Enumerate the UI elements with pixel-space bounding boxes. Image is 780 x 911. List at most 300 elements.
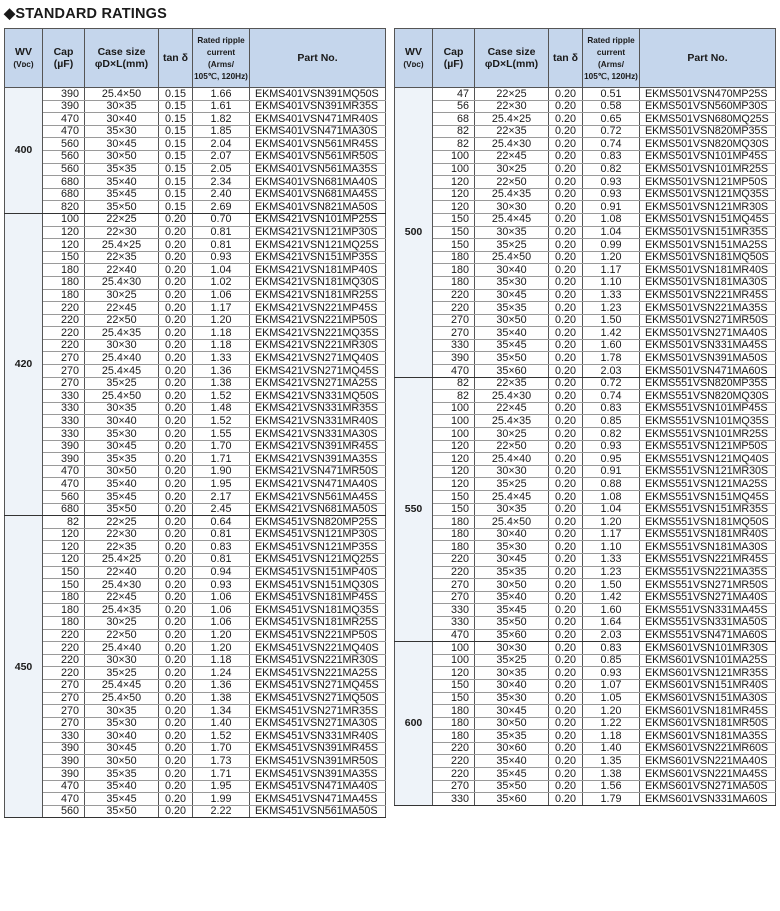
part-no-cell: EKMS421VSN331MR40S bbox=[250, 415, 386, 428]
table-row bbox=[5, 692, 386, 705]
case-size-cell: 35×35 bbox=[475, 302, 549, 315]
ripple-current-cell: 1.99 bbox=[193, 793, 250, 806]
case-size-cell: 35×30 bbox=[85, 428, 159, 441]
table-row bbox=[5, 365, 386, 378]
cap-cell: 270 bbox=[43, 692, 85, 705]
cap-cell: 220 bbox=[433, 553, 475, 566]
case-size-cell: 30×35 bbox=[85, 402, 159, 415]
case-size-cell: 30×25 bbox=[85, 289, 159, 302]
part-no-cell: EKMS551VSN151MQ45S bbox=[640, 491, 776, 504]
tan-delta-cell: 0.20 bbox=[159, 679, 193, 692]
table-row bbox=[395, 780, 776, 793]
part-no-cell: EKMS501VSN271MR50S bbox=[640, 314, 776, 327]
table-row bbox=[5, 553, 386, 566]
case-size-cell: 35×45 bbox=[475, 604, 549, 617]
cap-cell: 470 bbox=[43, 780, 85, 793]
case-size-cell: 35×40 bbox=[475, 327, 549, 340]
ripple-current-cell: 1.52 bbox=[193, 415, 250, 428]
case-size-cell: 22×30 bbox=[85, 528, 159, 541]
tan-delta-cell: 0.20 bbox=[549, 302, 583, 315]
tan-delta-cell: 0.20 bbox=[549, 239, 583, 252]
case-size-cell: 35×45 bbox=[85, 793, 159, 806]
case-size-cell: 30×25 bbox=[475, 428, 549, 441]
ripple-current-cell: 1.60 bbox=[583, 604, 640, 617]
tan-delta-cell: 0.20 bbox=[159, 528, 193, 541]
cap-cell: 150 bbox=[433, 503, 475, 516]
part-no-cell: EKMS501VSN221MR45S bbox=[640, 289, 776, 302]
part-no-cell: EKMS601VSN331MA60S bbox=[640, 793, 776, 806]
tan-delta-cell: 0.20 bbox=[159, 453, 193, 466]
tan-delta-cell: 0.20 bbox=[159, 805, 193, 818]
table-row bbox=[395, 642, 776, 655]
table-row bbox=[395, 352, 776, 365]
cap-cell: 180 bbox=[433, 541, 475, 554]
case-size-cell: 35×45 bbox=[475, 339, 549, 352]
cap-cell: 270 bbox=[433, 780, 475, 793]
cap-cell: 100 bbox=[433, 415, 475, 428]
table-row bbox=[395, 566, 776, 579]
table-row bbox=[395, 138, 776, 151]
ripple-current-cell: 0.82 bbox=[583, 163, 640, 176]
part-no-cell: EKMS551VSN820MP35S bbox=[640, 377, 776, 390]
part-no-cell: EKMS601VSN271MA50S bbox=[640, 780, 776, 793]
tan-delta-cell: 0.20 bbox=[549, 616, 583, 629]
cap-cell: 100 bbox=[433, 402, 475, 415]
part-no-cell: EKMS421VSN331MA30S bbox=[250, 428, 386, 441]
ripple-current-cell: 1.06 bbox=[193, 591, 250, 604]
table-row bbox=[395, 755, 776, 768]
ripple-current-cell: 1.42 bbox=[583, 591, 640, 604]
ripple-current-cell: 0.81 bbox=[193, 528, 250, 541]
part-no-cell: EKMS501VSN121MQ35S bbox=[640, 188, 776, 201]
part-no-cell: EKMS421VSN151MP35S bbox=[250, 251, 386, 264]
tan-delta-cell: 0.20 bbox=[549, 314, 583, 327]
part-no-cell: EKMS501VSN820MP35S bbox=[640, 125, 776, 138]
case-size-cell: 30×50 bbox=[475, 579, 549, 592]
cap-cell: 150 bbox=[433, 239, 475, 252]
table-row bbox=[395, 604, 776, 617]
part-no-cell: EKMS501VSN151MR35S bbox=[640, 226, 776, 239]
cap-cell: 180 bbox=[433, 528, 475, 541]
part-no-cell: EKMS501VSN471MA60S bbox=[640, 365, 776, 378]
tan-delta-cell: 0.20 bbox=[159, 251, 193, 264]
part-no-cell: EKMS401VSN561MA35S bbox=[250, 163, 386, 176]
table-row bbox=[5, 667, 386, 680]
table-row bbox=[395, 213, 776, 226]
cap-cell: 330 bbox=[43, 402, 85, 415]
tan-delta-cell: 0.20 bbox=[159, 730, 193, 743]
case-size-cell: 25.4×45 bbox=[475, 213, 549, 226]
table-row bbox=[395, 163, 776, 176]
part-no-cell: EKMS551VSN181MA30S bbox=[640, 541, 776, 554]
tan-delta-cell: 0.20 bbox=[549, 352, 583, 365]
table-row bbox=[5, 176, 386, 189]
tan-delta-cell: 0.20 bbox=[549, 491, 583, 504]
tan-delta-cell: 0.20 bbox=[159, 465, 193, 478]
table-row bbox=[395, 516, 776, 529]
case-size-cell: 35×50 bbox=[475, 616, 549, 629]
case-size-cell: 35×45 bbox=[85, 188, 159, 201]
tan-delta-cell: 0.20 bbox=[159, 516, 193, 529]
part-no-cell: EKMS421VSN681MA50S bbox=[250, 503, 386, 516]
tan-delta-cell: 0.20 bbox=[159, 604, 193, 617]
case-size-cell: 22×45 bbox=[475, 150, 549, 163]
cap-cell: 82 bbox=[433, 390, 475, 403]
tan-delta-cell: 0.20 bbox=[159, 289, 193, 302]
cap-cell: 180 bbox=[433, 730, 475, 743]
ripple-current-cell: 0.93 bbox=[193, 579, 250, 592]
tan-delta-cell: 0.20 bbox=[549, 213, 583, 226]
ratings-table-left bbox=[4, 28, 386, 818]
cap-cell: 180 bbox=[433, 251, 475, 264]
cap-cell: 100 bbox=[433, 428, 475, 441]
ripple-current-cell: 2.17 bbox=[193, 491, 250, 504]
case-size-cell: 25.4×35 bbox=[475, 188, 549, 201]
cap-cell: 180 bbox=[43, 276, 85, 289]
tan-delta-cell: 0.20 bbox=[159, 478, 193, 491]
table-row bbox=[395, 541, 776, 554]
case-size-cell: 35×35 bbox=[85, 768, 159, 781]
table-row bbox=[5, 314, 386, 327]
part-no-cell: EKMS421VSN181MQ30S bbox=[250, 276, 386, 289]
part-no-cell: EKMS551VSN221MA35S bbox=[640, 566, 776, 579]
tan-delta-cell: 0.20 bbox=[549, 516, 583, 529]
cap-cell: 220 bbox=[433, 289, 475, 302]
case-size-cell: 35×30 bbox=[475, 692, 549, 705]
ripple-current-cell: 0.83 bbox=[583, 642, 640, 655]
tan-delta-cell: 0.20 bbox=[159, 642, 193, 655]
part-no-cell: EKMS401VSN471MR40S bbox=[250, 113, 386, 126]
ripple-current-cell: 1.78 bbox=[583, 352, 640, 365]
part-no-cell: EKMS551VSN181MR40S bbox=[640, 528, 776, 541]
ripple-current-cell: 1.85 bbox=[193, 125, 250, 138]
case-size-cell: 35×35 bbox=[85, 163, 159, 176]
ripple-current-cell: 0.88 bbox=[583, 478, 640, 491]
cap-cell: 270 bbox=[43, 705, 85, 718]
case-size-cell: 22×50 bbox=[85, 314, 159, 327]
table-row bbox=[395, 251, 776, 264]
ripple-current-cell: 0.65 bbox=[583, 113, 640, 126]
part-no-cell: EKMS451VSN391MR45S bbox=[250, 742, 386, 755]
part-no-cell: EKMS421VSN181MR25S bbox=[250, 289, 386, 302]
case-size-cell: 25.4×35 bbox=[85, 327, 159, 340]
case-size-cell: 25.4×45 bbox=[85, 365, 159, 378]
tan-delta-cell: 0.20 bbox=[159, 226, 193, 239]
case-size-cell: 35×50 bbox=[475, 780, 549, 793]
part-no-cell: EKMS401VSN561MR50S bbox=[250, 150, 386, 163]
tan-delta-cell: 0.20 bbox=[159, 755, 193, 768]
tan-delta-cell: 0.20 bbox=[549, 730, 583, 743]
ripple-current-cell: 0.70 bbox=[193, 213, 250, 226]
table-header-row bbox=[5, 29, 386, 88]
table-row bbox=[395, 239, 776, 252]
tan-delta-cell: 0.20 bbox=[159, 667, 193, 680]
cap-cell: 180 bbox=[43, 264, 85, 277]
part-no-cell: EKMS451VSN391MR50S bbox=[250, 755, 386, 768]
ripple-current-cell: 1.04 bbox=[193, 264, 250, 277]
ripple-current-cell: 1.52 bbox=[193, 730, 250, 743]
part-no-cell: EKMS451VSN271MR35S bbox=[250, 705, 386, 718]
cap-cell: 120 bbox=[433, 465, 475, 478]
cap-cell: 270 bbox=[433, 327, 475, 340]
cap-cell: 100 bbox=[43, 213, 85, 226]
table-row bbox=[5, 654, 386, 667]
tan-delta-cell: 0.20 bbox=[159, 717, 193, 730]
table-row bbox=[395, 742, 776, 755]
part-no-cell: EKMS551VSN121MP50S bbox=[640, 440, 776, 453]
case-size-cell: 25.4×35 bbox=[85, 604, 159, 617]
table-row bbox=[395, 591, 776, 604]
ripple-current-cell: 1.36 bbox=[193, 365, 250, 378]
ripple-current-cell: 1.61 bbox=[193, 100, 250, 113]
tan-delta-cell: 0.20 bbox=[159, 264, 193, 277]
part-no-cell: EKMS501VSN151MQ45S bbox=[640, 213, 776, 226]
case-size-cell: 30×35 bbox=[85, 705, 159, 718]
ripple-current-cell: 0.64 bbox=[193, 516, 250, 529]
part-no-cell: EKMS601VSN121MR35S bbox=[640, 667, 776, 680]
table-row bbox=[395, 453, 776, 466]
part-no-cell: EKMS421VSN181MP40S bbox=[250, 264, 386, 277]
part-no-cell: EKMS451VSN181MP45S bbox=[250, 591, 386, 604]
part-no-cell: EKMS421VSN271MQ40S bbox=[250, 352, 386, 365]
part-no-cell: EKMS501VSN181MA30S bbox=[640, 276, 776, 289]
part-no-cell: EKMS501VSN121MR30S bbox=[640, 201, 776, 214]
part-no-cell: EKMS551VSN151MR35S bbox=[640, 503, 776, 516]
ripple-current-cell: 1.04 bbox=[583, 503, 640, 516]
case-size-cell: 35×25 bbox=[475, 239, 549, 252]
case-size-cell: 35×30 bbox=[475, 541, 549, 554]
case-size-cell: 22×40 bbox=[85, 566, 159, 579]
cap-cell: 220 bbox=[433, 768, 475, 781]
ripple-current-cell: 1.18 bbox=[193, 654, 250, 667]
table-row bbox=[395, 440, 776, 453]
tan-delta-cell: 0.15 bbox=[159, 125, 193, 138]
table-row bbox=[5, 755, 386, 768]
ripple-current-cell: 1.50 bbox=[583, 579, 640, 592]
ripple-current-cell: 1.38 bbox=[193, 377, 250, 390]
tan-delta-cell: 0.20 bbox=[549, 188, 583, 201]
part-no-cell: EKMS601VSN181MA35S bbox=[640, 730, 776, 743]
case-size-cell: 35×45 bbox=[475, 768, 549, 781]
tan-delta-cell: 0.20 bbox=[159, 705, 193, 718]
ripple-current-cell: 1.04 bbox=[583, 226, 640, 239]
cap-cell: 150 bbox=[43, 566, 85, 579]
cap-cell: 680 bbox=[43, 176, 85, 189]
tan-delta-cell: 0.20 bbox=[159, 566, 193, 579]
tan-delta-cell: 0.15 bbox=[159, 150, 193, 163]
part-no-cell: EKMS451VSN221MP50S bbox=[250, 629, 386, 642]
case-size-cell: 35×50 bbox=[85, 503, 159, 516]
tan-delta-cell: 0.20 bbox=[549, 553, 583, 566]
table-row bbox=[5, 604, 386, 617]
tan-delta-cell: 0.20 bbox=[549, 226, 583, 239]
table-row bbox=[395, 88, 776, 101]
cap-cell: 270 bbox=[43, 679, 85, 692]
table-row bbox=[5, 264, 386, 277]
table-row bbox=[395, 302, 776, 315]
table-row bbox=[5, 150, 386, 163]
part-no-cell: EKMS421VSN471MA40S bbox=[250, 478, 386, 491]
tan-delta-cell: 0.20 bbox=[549, 138, 583, 151]
table-row bbox=[5, 730, 386, 743]
case-size-cell: 30×35 bbox=[475, 667, 549, 680]
cap-cell: 150 bbox=[433, 491, 475, 504]
cap-cell: 330 bbox=[433, 616, 475, 629]
tan-delta-cell: 0.20 bbox=[549, 642, 583, 655]
header-wv: WV (Vᴅᴄ) bbox=[5, 29, 43, 88]
table-row bbox=[395, 793, 776, 806]
cap-cell: 390 bbox=[43, 440, 85, 453]
part-no-cell: EKMS551VSN121MA25S bbox=[640, 478, 776, 491]
part-no-cell: EKMS551VSN271MR50S bbox=[640, 579, 776, 592]
case-size-cell: 35×35 bbox=[475, 566, 549, 579]
table-row bbox=[395, 415, 776, 428]
table-row bbox=[5, 453, 386, 466]
ripple-current-cell: 1.33 bbox=[583, 553, 640, 566]
table-row bbox=[395, 553, 776, 566]
ripple-current-cell: 0.85 bbox=[583, 654, 640, 667]
cap-cell: 100 bbox=[433, 654, 475, 667]
ripple-current-cell: 1.34 bbox=[193, 705, 250, 718]
table-row bbox=[395, 289, 776, 302]
cap-cell: 56 bbox=[433, 100, 475, 113]
cap-cell: 220 bbox=[43, 327, 85, 340]
case-size-cell: 25.4×25 bbox=[85, 553, 159, 566]
part-no-cell: EKMS551VSN181MQ50S bbox=[640, 516, 776, 529]
ripple-current-cell: 0.74 bbox=[583, 138, 640, 151]
case-size-cell: 22×50 bbox=[475, 440, 549, 453]
case-size-cell: 35×60 bbox=[475, 365, 549, 378]
case-size-cell: 35×30 bbox=[85, 125, 159, 138]
table-row bbox=[5, 390, 386, 403]
tan-delta-cell: 0.20 bbox=[549, 579, 583, 592]
ripple-current-cell: 2.04 bbox=[193, 138, 250, 151]
cap-cell: 390 bbox=[43, 453, 85, 466]
table-row bbox=[5, 163, 386, 176]
cap-cell: 330 bbox=[43, 730, 85, 743]
table-row bbox=[5, 327, 386, 340]
part-no-cell: EKMS551VSN121MQ40S bbox=[640, 453, 776, 466]
table-row bbox=[5, 251, 386, 264]
case-size-cell: 22×50 bbox=[475, 176, 549, 189]
case-size-cell: 30×30 bbox=[475, 642, 549, 655]
cap-cell: 220 bbox=[43, 667, 85, 680]
cap-cell: 68 bbox=[433, 113, 475, 126]
cap-cell: 330 bbox=[43, 415, 85, 428]
tan-delta-cell: 0.20 bbox=[549, 755, 583, 768]
table-body-right bbox=[395, 88, 776, 806]
table-row bbox=[395, 705, 776, 718]
table-body-left bbox=[5, 88, 386, 818]
table-row bbox=[5, 465, 386, 478]
cap-cell: 470 bbox=[43, 465, 85, 478]
ripple-current-cell: 1.66 bbox=[193, 88, 250, 101]
cap-cell: 180 bbox=[433, 717, 475, 730]
ripple-current-cell: 1.20 bbox=[193, 314, 250, 327]
case-size-cell: 25.4×30 bbox=[475, 390, 549, 403]
ripple-current-cell: 0.58 bbox=[583, 100, 640, 113]
cap-cell: 560 bbox=[43, 163, 85, 176]
cap-cell: 270 bbox=[433, 591, 475, 604]
tan-delta-cell: 0.20 bbox=[549, 327, 583, 340]
cap-cell: 470 bbox=[43, 478, 85, 491]
tan-delta-cell: 0.20 bbox=[549, 654, 583, 667]
ripple-current-cell: 0.99 bbox=[583, 239, 640, 252]
tan-delta-cell: 0.20 bbox=[549, 113, 583, 126]
tan-delta-cell: 0.20 bbox=[549, 705, 583, 718]
ripple-current-cell: 1.10 bbox=[583, 541, 640, 554]
table-row bbox=[395, 226, 776, 239]
ripple-current-cell: 1.38 bbox=[583, 768, 640, 781]
cap-cell: 120 bbox=[43, 226, 85, 239]
ripple-current-cell: 0.95 bbox=[583, 453, 640, 466]
header-tan-delta: tan δ bbox=[549, 29, 583, 88]
case-size-cell: 35×40 bbox=[85, 478, 159, 491]
part-no-cell: EKMS451VSN271MQ45S bbox=[250, 679, 386, 692]
part-no-cell: EKMS421VSN471MR50S bbox=[250, 465, 386, 478]
cap-cell: 180 bbox=[43, 591, 85, 604]
table-row bbox=[395, 428, 776, 441]
ripple-current-cell: 1.42 bbox=[583, 327, 640, 340]
tan-delta-cell: 0.20 bbox=[549, 780, 583, 793]
case-size-cell: 30×45 bbox=[85, 440, 159, 453]
table-row bbox=[5, 138, 386, 151]
table-row bbox=[395, 365, 776, 378]
ripple-current-cell: 0.83 bbox=[193, 541, 250, 554]
ripple-current-cell: 1.23 bbox=[583, 302, 640, 315]
cap-cell: 470 bbox=[433, 629, 475, 642]
table-row bbox=[395, 579, 776, 592]
table-row bbox=[5, 805, 386, 818]
part-no-cell: EKMS421VSN271MQ45S bbox=[250, 365, 386, 378]
case-size-cell: 35×40 bbox=[475, 591, 549, 604]
case-size-cell: 22×25 bbox=[85, 213, 159, 226]
table-row bbox=[5, 566, 386, 579]
ripple-current-cell: 2.34 bbox=[193, 176, 250, 189]
cap-cell: 470 bbox=[43, 113, 85, 126]
table-row bbox=[5, 339, 386, 352]
case-size-cell: 35×25 bbox=[85, 377, 159, 390]
case-size-cell: 30×25 bbox=[85, 616, 159, 629]
ripple-current-cell: 0.91 bbox=[583, 465, 640, 478]
table-row bbox=[5, 679, 386, 692]
case-size-cell: 22×35 bbox=[475, 125, 549, 138]
case-size-cell: 30×40 bbox=[475, 679, 549, 692]
table-row bbox=[395, 679, 776, 692]
part-no-cell: EKMS401VSN681MA45S bbox=[250, 188, 386, 201]
part-no-cell: EKMS551VSN121MR30S bbox=[640, 465, 776, 478]
part-no-cell: EKMS551VSN331MA50S bbox=[640, 616, 776, 629]
tan-delta-cell: 0.20 bbox=[159, 377, 193, 390]
table-row bbox=[5, 768, 386, 781]
ripple-current-cell: 1.48 bbox=[193, 402, 250, 415]
ripple-current-cell: 1.95 bbox=[193, 478, 250, 491]
tan-delta-cell: 0.20 bbox=[549, 201, 583, 214]
ripple-current-cell: 1.90 bbox=[193, 465, 250, 478]
part-no-cell: EKMS451VSN221MA25S bbox=[250, 667, 386, 680]
part-no-cell: EKMS451VSN271MA30S bbox=[250, 717, 386, 730]
ripple-current-cell: 1.70 bbox=[193, 742, 250, 755]
case-size-cell: 30×30 bbox=[85, 339, 159, 352]
cap-cell: 220 bbox=[43, 629, 85, 642]
case-size-cell: 30×40 bbox=[85, 415, 159, 428]
table-header-row bbox=[395, 29, 776, 88]
header-part-no: Part No. bbox=[640, 29, 776, 88]
case-size-cell: 35×50 bbox=[475, 352, 549, 365]
ripple-current-cell: 2.05 bbox=[193, 163, 250, 176]
header-case-size: Case size φD×L(mm) bbox=[85, 29, 159, 88]
case-size-cell: 35×40 bbox=[85, 780, 159, 793]
